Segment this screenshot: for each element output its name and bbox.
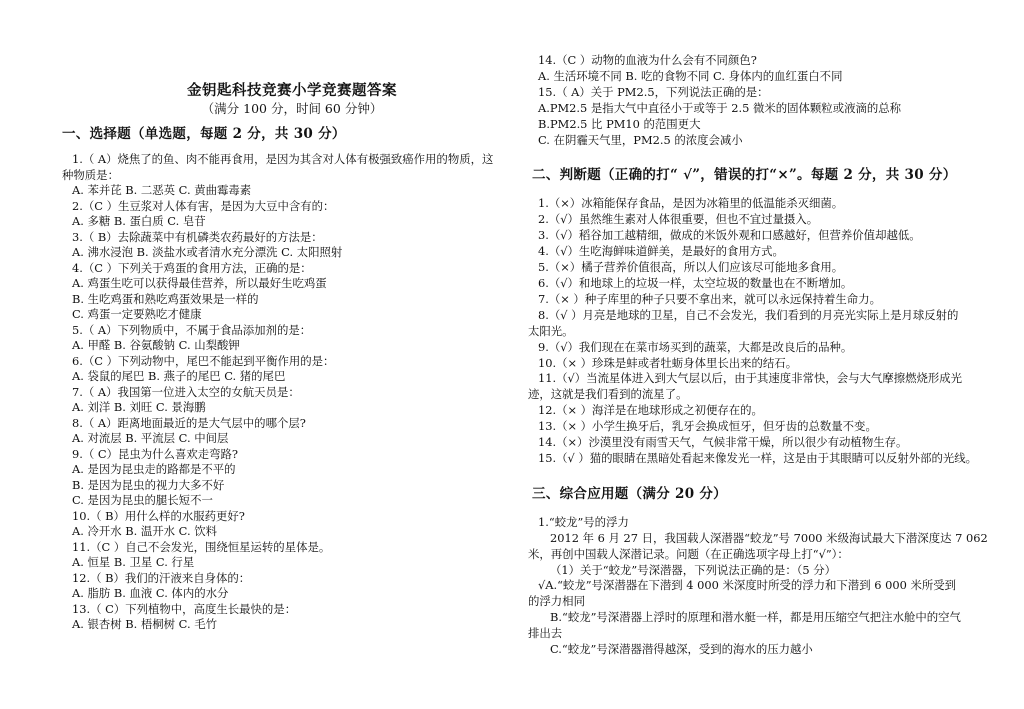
spacer <box>528 467 998 479</box>
text-line: 9.（ C）昆虫为什么喜欢走弯路? <box>72 446 238 461</box>
text-line: 10.（× ）珍珠是蚌或者牡蛎身体里长出来的结石。 <box>538 355 798 370</box>
text-line: 8.（ A）距离地面最近的是大气层中的哪个层? <box>72 415 306 430</box>
section-heading-judgment: 二、判断题（正确的打“ √”，错误的打“×”。每题 2 分，共 30 分） <box>532 167 957 184</box>
text-line: 11.（√）当流星体进入到大气层以后，由于其速度非常快，会与大气摩擦燃烧形成光 <box>538 371 963 386</box>
section-heading-choice: 一、选择题（单选题，每题 2 分，共 30 分） <box>62 126 346 142</box>
text-line: 5.（ A）下列物质中，不属于食品添加剂的是： <box>72 322 312 337</box>
text-line: 7.（× ）种子库里的种子只要不拿出来，就可以永远保持着生命力。 <box>538 291 881 306</box>
text-line: 13.（× ）小学生换牙后，乳牙会换成恒牙，但牙齿的总数量不变。 <box>538 419 877 434</box>
text-line: 6.（C ）下列动物中，尾巴不能起到平衡作用的是： <box>72 353 335 368</box>
text-line: A. 刘洋 B. 刘旺 C. 景海鹏 <box>72 400 206 414</box>
text-line: C.“蛟龙”号深潜器潜得越深，受到的海水的压力越小 <box>550 642 813 657</box>
choice-question-list <box>62 152 502 633</box>
text-line: A. 银杏树 B. 梧桐树 C. 毛竹 <box>72 617 217 631</box>
text-line: 太阳光。 <box>528 323 574 338</box>
text-line: 11.（C ）自己不会发光，围绕恒星运转的星体是。 <box>72 539 331 554</box>
text-line: 14.（C ）动物的血液为什么会有不同颜色? <box>538 53 757 67</box>
section-heading-application: 三、综合应用题（满分 20 分） <box>532 485 727 502</box>
text-line: 8.（√ ）月亮是地球的卫星，自己不会发光，我们看到的月亮光实际上是月球反射的 <box>538 307 959 322</box>
text-line: A. 是因为昆虫走的路都是不平的 <box>72 462 236 476</box>
text-line: 9.（√）我们现在在菜市场买到的蔬菜，大都是改良后的品种。 <box>538 339 853 354</box>
text-line: （1）关于“蛟龙”号深潜器，下列说法正确的是：（5 分） <box>550 562 837 577</box>
text-line: A. 生活环境不同 B. 吃的食物不同 C. 身体内的血红蛋白不同 <box>538 68 843 83</box>
right-column <box>528 53 998 658</box>
text-line: 14.（×）沙漠里没有雨雪天气，气候非常干燥，所以很少有动植物生存。 <box>538 435 908 450</box>
text-line: 3.（ B）去除蔬菜中有机磷类农药最好的方法是： <box>72 229 323 244</box>
spacer <box>528 148 998 160</box>
text-line: 4.（√）生吃海鲜味道鲜美，是最好的食用方式。 <box>538 244 784 259</box>
text-line: 米，再创中国载人深潜记录。问题（在正确选项字母上打“√”）： <box>528 546 849 561</box>
text-line: 6.（√）和地球上的垃圾一样，太空垃圾的数量也在不断增加。 <box>538 275 853 290</box>
text-line: 1.（ A）烧焦了的鱼、肉不能再食用，是因为其含对人体有极强致癌作用的物质，这 <box>72 152 494 166</box>
left-column <box>62 82 502 633</box>
text-line: 4.（C ）下列关于鸡蛋的食用方法，正确的是： <box>72 260 312 275</box>
text-line: 1.“蛟龙”号的浮力 <box>538 514 629 529</box>
text-line: A. 对流层 B. 平流层 C. 中间层 <box>72 431 229 445</box>
text-line: 13.（ C）下列植物中，高度生长最快的是： <box>72 601 297 616</box>
choice-question-list-continued <box>528 53 998 148</box>
text-line: B. 生吃鸡蛋和熟吃鸡蛋效果是一样的 <box>72 291 259 306</box>
text-line: A. 脂肪 B. 血液 C. 体内的水分 <box>72 586 229 600</box>
text-line: 排出去 <box>528 626 563 641</box>
document-subtitle: （满分 100 分，时间 60 分钟） <box>201 101 383 116</box>
text-line: B. 是因为昆虫的视力大多不好 <box>72 477 225 492</box>
text-line: A. 甲醛 B. 谷氨酸钠 C. 山梨酸钾 <box>72 338 240 352</box>
text-line: 1.（×）冰箱能保存食品，是因为冰箱里的低温能杀灭细菌。 <box>538 196 844 211</box>
text-line: A.PM2.5 是指大气中直径小于或等于 2.5 微米的固体颗粒或液滴的总称 <box>538 100 902 115</box>
text-line: 2.（C ）生豆浆对人体有害，是因为大豆中含有的： <box>72 198 335 213</box>
text-line: 种物质是： <box>62 167 119 182</box>
text-line: C. 鸡蛋一定要熟吃才健康 <box>72 307 202 321</box>
text-line: 7.（ A）我国第一位进入太空的女航天员是： <box>72 384 300 399</box>
text-line: 2.（√）虽然维生素对人体很重要，但也不宜过量摄入。 <box>538 212 819 227</box>
text-line: C. 在阴霾天气里，PM2.5 的浓度会减小 <box>538 132 743 147</box>
text-line: 12.（× ）海洋是在地球形成之初便存在的。 <box>538 403 763 418</box>
text-line: 10.（ B）用什么样的水服药更好? <box>72 508 245 523</box>
text-line: A. 鸡蛋生吃可以获得最佳营养，所以最好生吃鸡蛋 <box>72 276 327 290</box>
text-line: 3.（√）稻谷加工越精细，做成的米饭外观和口感越好，但营养价值却越低。 <box>538 228 921 243</box>
text-line: A. 袋鼠的尾巴 B. 燕子的尾巴 C. 猪的尾巴 <box>72 369 286 383</box>
text-line: A. 沸水浸泡 B. 淡盐水或者清水充分漂洗 C. 太阳照射 <box>72 245 343 259</box>
text-line: C. 是因为昆虫的腿长短不一 <box>72 493 213 507</box>
text-line: B.PM2.5 比 PM10 的范围更大 <box>538 116 701 131</box>
document-title: 金钥匙科技竞赛小学竞赛题答案 <box>187 82 397 99</box>
text-line: B.“蛟龙”号深潜器上浮时的原理和潜水艇一样，都是用压缩空气把注水舱中的空气 <box>550 610 961 625</box>
text-line: A. 恒星 B. 卫星 C. 行星 <box>72 555 195 569</box>
text-line: 5.（×）橘子营养价值很高，所以人们应该尽可能地多食用。 <box>538 260 844 275</box>
text-line: 迹，这就是我们看到的流星了。 <box>528 387 688 402</box>
text-line: 15.（√ ）猫的眼睛在黑暗处看起来像发光一样，这是由于其眼睛可以反射外部的光线。 <box>538 450 978 465</box>
text-line: A. 冷开水 B. 温开水 C. 饮料 <box>72 524 217 538</box>
text-line: A. 多糖 B. 蛋白质 C. 皂苷 <box>72 214 206 228</box>
text-line: 2012 年 6 月 27 日，我国载人深潜器“蛟龙”号 7000 米级海试最大下潜深度达 7 062 <box>550 530 988 545</box>
application-question-list <box>528 515 998 658</box>
text-line: √A.“蛟龙”号深潜器在下潜到 4 000 米深度时所受的浮力和下潜到 6 000 米所受到 <box>538 578 957 593</box>
judgment-question-list <box>528 196 998 466</box>
text-line: A. 苯并芘 B. 二恶英 C. 黄曲霉毒素 <box>72 183 252 197</box>
text-line: 12.（ B）我们的汗液来自身体的： <box>72 570 251 585</box>
text-line: 15.（ A）关于 PM2.5，下列说法正确的是： <box>538 84 769 99</box>
text-line: 的浮力相同 <box>528 594 585 609</box>
